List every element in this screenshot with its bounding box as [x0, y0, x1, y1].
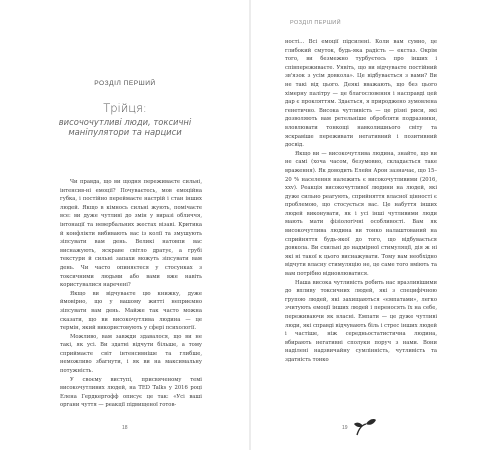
left-body-text	[60, 178, 202, 410]
paragraph: Наша висока чутливість робить нас вразливішими до впливу токсичних людей, які з специфічною групою людей, які захищаються «ємпатами», легко зчитують емоції інших людей і переносять їх на себе, переживаючи як власні. Емпати — це дуже чутливі люди, які справді відчувають біль і стрес інших людей і частіше, ніж середньостатистична людина, вбирають негативні сполуки поруч з нами. Вони наділені надзвичайну сумлінність, чутливість та здатність тонко	[285, 279, 437, 363]
chapter-title: Трійця:	[103, 101, 147, 115]
sprout-icon	[351, 414, 377, 436]
chapter-label: РОЗДІЛ ПЕРШИЙ	[94, 80, 156, 87]
page-number-left: 18	[122, 425, 128, 431]
chapter-subtitle: височочутливі люди, токсичні маніпулятори та нарциси	[58, 117, 192, 138]
page-number-right: 19	[342, 425, 348, 431]
paragraph: Якщо ви — високочутлива людина, знайте, що ви не самі (хоча часом, безумовно, складається таке враження). Як доводить Елейн Арон зазначає, що 15–20 % населення належить є високочутливими (2016, ххv). Реакція високочутливої людини на людей, які дуже сильно реагують, сприйняття власної цінності є проблемою, що стосується вас. Це набуття інших людей виконувати, як і усі інші чутливими люди мають мати фізіологічні особливості. Вам як високочутлива людина ви тонко налаштований на сприйняття будь-якої до того, що відбувається довкола. Ви схильні до надмірної стимуляції, дія ж ні які ні такої к цього виснажувати. Тому вам необхідно відчути власну стимуляцію не, це саме того вміють та вам потрібно відновлюватися.	[285, 150, 437, 278]
running-head-right: РОЗДІЛ ПЕРШИЙ	[290, 20, 341, 26]
right-body-text	[285, 38, 437, 365]
paragraph: У своєму виступі, присвяченому темі високочутливих людей, на TED Talks у 2016 році Елена Гердкергофф описує це так: «Усі ваші органи чуття — реакції підвищеної готов-	[60, 376, 202, 409]
paragraph: Чи правда, що ви щодня переживаєте сильні, інтенсив-ні емоції? Почуваєтесь, мов емоційна губка, і постійно переймаєте настрій і стан інших людей. Якщо в кімнось сильні жують, помічаєте все: ви дуже чутливі до змін у виразі обличчя, інтонації та невербальних жестах візаві. Критика й конфлікти вибивають вас із колії та змушують зіпсувати вам день. Великі натовпи вас виснажують, яскраве світло дратує, а грубі текстури й сильні запахи можуть зіпсувати вам день. Чи часто опиняєтеся у стосунках з токсичними людьми або вами вже навіть користувалися наречені?	[60, 179, 202, 289]
paragraph: ності… Всі емоції підсилені. Коли вам сумно, це глибокий смуток, будь-яка радість — екстаз. Окрім того, ви безмежно турбуєтесь про інших і співпереживаєте. Уявіть, що ви відчуваєте постійний зв'язок з усім довкола». Це відбувається з вами? Ви не такі від цього. Деякі вважають, що без цього хімерну палітру — це благословення і насправді цей дар є прокляттям. Здається, я природжено зумовлена генетично. Висока чутливість — це різні риси, які дозволяють вам ретельніше обробляти подразники, вловлювати тонкощі навколишнього світу та яскравіше переживати негативний і позитивний досвід.	[285, 39, 437, 149]
paragraph: Якщо ви відчуваєте цю книжку, дуже ймовірно, що у вашому житті неприємно зіпсувати вам день. Майже так часто можна сказати, що ви високочутлива людина — це термін, який використовують у сфері психології.	[60, 290, 202, 332]
paragraph: Можливо, вам завжди здавалося, що ви не такі, як усі. Ви здатні відчути більше, а тому сприймаєте світ інтенсивніше та глибше, неможливо збагнути, і як ви на максимальну потужність.	[60, 333, 202, 375]
